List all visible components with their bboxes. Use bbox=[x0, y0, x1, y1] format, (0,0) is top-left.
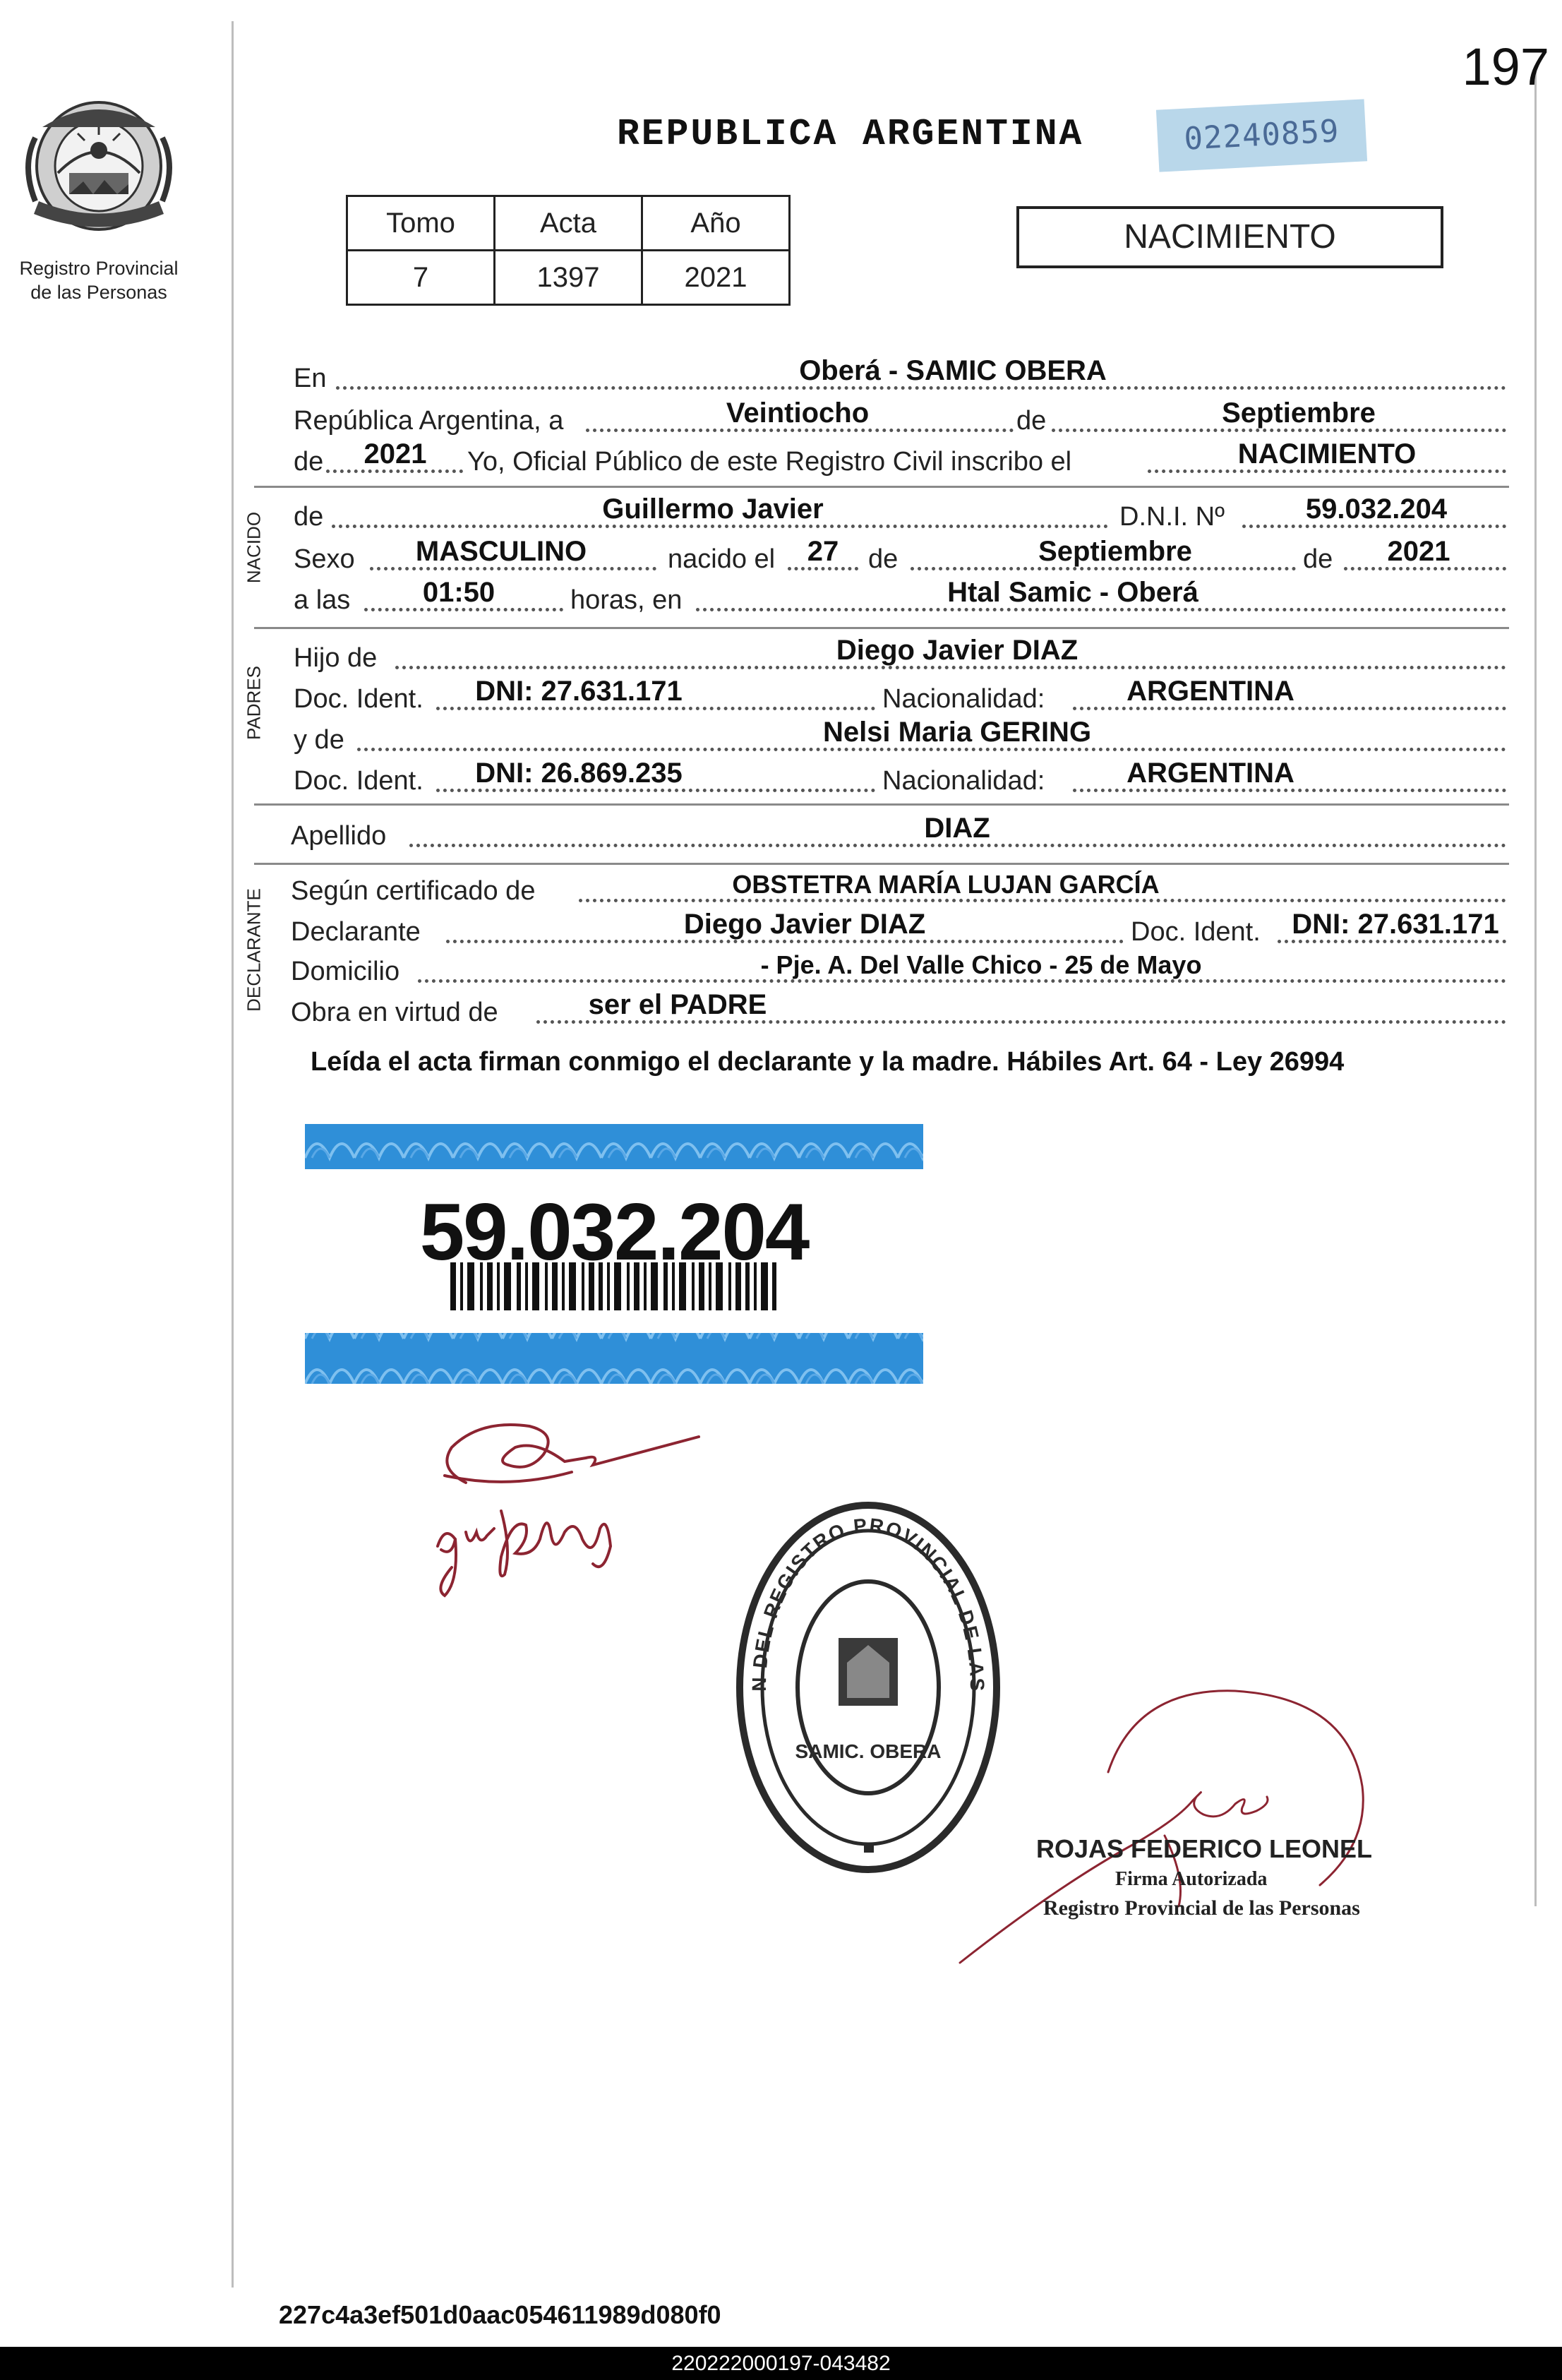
dni-label-text: D.N.I. Nº bbox=[1119, 502, 1225, 532]
a-las-label: a las bbox=[294, 585, 351, 615]
field-row-father bbox=[0, 635, 1562, 675]
section-separator bbox=[254, 627, 1509, 629]
page-number: 197 bbox=[1462, 37, 1549, 96]
yo-text: Yo, Oficial Público de este Registro Civil inscribo el bbox=[467, 447, 1072, 477]
field-row-certificate bbox=[0, 868, 1562, 908]
closing-statement: Leída el acta firman conmigo el declarante y la madre. Hábiles Art. 64 - Ley 26994 bbox=[311, 1047, 1345, 1077]
serial-stamp: 02240859 bbox=[1156, 99, 1367, 172]
field-row-date bbox=[0, 398, 1562, 438]
sexo-label: Sexo bbox=[294, 544, 355, 574]
domicilio-label: Domicilio bbox=[291, 957, 400, 986]
anio-value: 2021 bbox=[642, 251, 790, 305]
right-margin-line bbox=[1534, 71, 1537, 1906]
year-value: 2021 bbox=[364, 438, 427, 470]
address-value: - Pje. A. Del Valle Chico - 25 de Mayo bbox=[760, 950, 1202, 979]
tomo-header: Tomo bbox=[347, 196, 495, 251]
field-row-sex bbox=[0, 537, 1562, 576]
mother-doc-value: DNI: 26.869.235 bbox=[475, 758, 683, 789]
document-hash: 227c4a3ef501d0aac054611989d080f0 bbox=[279, 2300, 721, 2329]
time-value: 01:50 bbox=[422, 577, 495, 608]
de-label: de bbox=[1016, 406, 1047, 436]
name-value: Guillermo Javier bbox=[602, 494, 824, 525]
nacido-el-label: nacido el bbox=[668, 544, 776, 574]
registry-line-1: Registro Provincial bbox=[19, 258, 179, 279]
dni-sticker-number: 59.032.204 bbox=[419, 1188, 809, 1277]
doc-ident-label: Doc. Ident. bbox=[1131, 917, 1261, 947]
month-value: Septiembre bbox=[1222, 397, 1376, 429]
de-label: de bbox=[294, 502, 324, 532]
section-separator bbox=[254, 486, 1509, 488]
republica-label: República Argentina, a bbox=[294, 406, 564, 436]
hijo-de-label: Hijo de bbox=[294, 643, 378, 673]
registration-table bbox=[346, 195, 791, 306]
father-value: Diego Javier DIAZ bbox=[836, 635, 1079, 666]
acta-value: 1397 bbox=[495, 251, 642, 305]
official-name: ROJAS FEDERICO LEONEL bbox=[1036, 1834, 1373, 1863]
y-de-label: y de bbox=[294, 725, 344, 755]
certificate-value: OBSTETRA MARÍA LUJAN GARCÍA bbox=[732, 870, 1160, 899]
nacionalidad-label: Nacionalidad: bbox=[882, 684, 1045, 714]
certificado-label: Según certificado de bbox=[291, 876, 536, 906]
horas-label: horas, en bbox=[570, 585, 683, 615]
doc-ident-label: Doc. Ident. bbox=[294, 766, 423, 796]
birth-day-value: 27 bbox=[807, 536, 839, 567]
field-row-mother bbox=[0, 717, 1562, 757]
mother-nationality-value: ARGENTINA bbox=[1127, 758, 1294, 789]
act-value: NACIMIENTO bbox=[1237, 438, 1417, 470]
birth-place-value: Htal Samic - Oberá bbox=[947, 577, 1198, 608]
dni-value: 59.032.204 bbox=[1305, 494, 1448, 525]
act-type-box: NACIMIENTO bbox=[1016, 206, 1443, 268]
obra-label: Obra en virtud de bbox=[291, 998, 498, 1027]
anio-header: Año bbox=[642, 196, 790, 251]
registry-label bbox=[0, 256, 198, 304]
birth-month-value: Septiembre bbox=[1038, 536, 1192, 567]
place-value: Oberá - SAMIC OBERA bbox=[799, 355, 1107, 386]
en-label: En bbox=[294, 364, 327, 393]
official-office: Registro Provincial de las Personas bbox=[1043, 1896, 1360, 1920]
de-label: de bbox=[1303, 544, 1333, 574]
surname-value: DIAZ bbox=[924, 813, 990, 844]
birth-year-value: 2021 bbox=[1387, 536, 1450, 567]
declarante-side-label: DECLARANTE bbox=[243, 888, 265, 1012]
de-label: de bbox=[868, 544, 899, 574]
registry-line-2: de las Personas bbox=[30, 282, 167, 303]
field-row-name bbox=[0, 494, 1562, 534]
registration-value-row bbox=[347, 251, 790, 305]
padres-side-label: PADRES bbox=[243, 666, 265, 740]
tomo-value: 7 bbox=[347, 251, 495, 305]
field-row-time bbox=[0, 578, 1562, 617]
field-row-mother-doc bbox=[0, 758, 1562, 798]
sex-value: MASCULINO bbox=[415, 536, 587, 567]
seal-ring-text: N DEL REGISTRO PROVINCIAL DE LAS bbox=[747, 1514, 989, 1693]
declarant-doc-value: DNI: 27.631.171 bbox=[1292, 909, 1499, 940]
field-row-year bbox=[0, 439, 1562, 479]
declarant-signature bbox=[423, 1405, 720, 1617]
doc-ident-label: Doc. Ident. bbox=[294, 684, 423, 714]
registration-header-row bbox=[347, 196, 790, 251]
field-row-declarant bbox=[0, 909, 1562, 949]
official-signature bbox=[953, 1673, 1433, 1970]
apellido-label: Apellido bbox=[291, 821, 387, 851]
field-row-place bbox=[0, 356, 1562, 395]
day-value: Veintiocho bbox=[726, 397, 870, 429]
seal-inner-text: SAMIC. OBERA bbox=[795, 1740, 942, 1762]
de-label: de bbox=[294, 447, 324, 477]
field-row-surname bbox=[0, 813, 1562, 853]
document-title: REPUBLICA ARGENTINA bbox=[617, 113, 1084, 155]
section-separator bbox=[254, 803, 1509, 806]
father-nationality-value: ARGENTINA bbox=[1127, 676, 1294, 707]
field-row-father-doc bbox=[0, 676, 1562, 716]
field-row-address bbox=[0, 949, 1562, 988]
footer-code-bar: 220222000197-043482 bbox=[0, 2347, 1562, 2380]
section-separator bbox=[254, 863, 1509, 865]
nacionalidad-label: Nacionalidad: bbox=[882, 766, 1045, 796]
capacity-value: ser el PADRE bbox=[588, 989, 767, 1020]
nacido-side-label: NACIDO bbox=[243, 511, 265, 584]
declarant-value: Diego Javier DIAZ bbox=[683, 909, 926, 940]
father-doc-value: DNI: 27.631.171 bbox=[475, 676, 683, 707]
acta-header: Acta bbox=[495, 196, 642, 251]
field-row-capacity bbox=[0, 990, 1562, 1029]
official-role: Firma Autorizada bbox=[1115, 1868, 1268, 1890]
declarante-label: Declarante bbox=[291, 917, 421, 947]
mother-value: Nelsi Maria GERING bbox=[822, 717, 1092, 748]
province-emblem bbox=[14, 88, 184, 233]
